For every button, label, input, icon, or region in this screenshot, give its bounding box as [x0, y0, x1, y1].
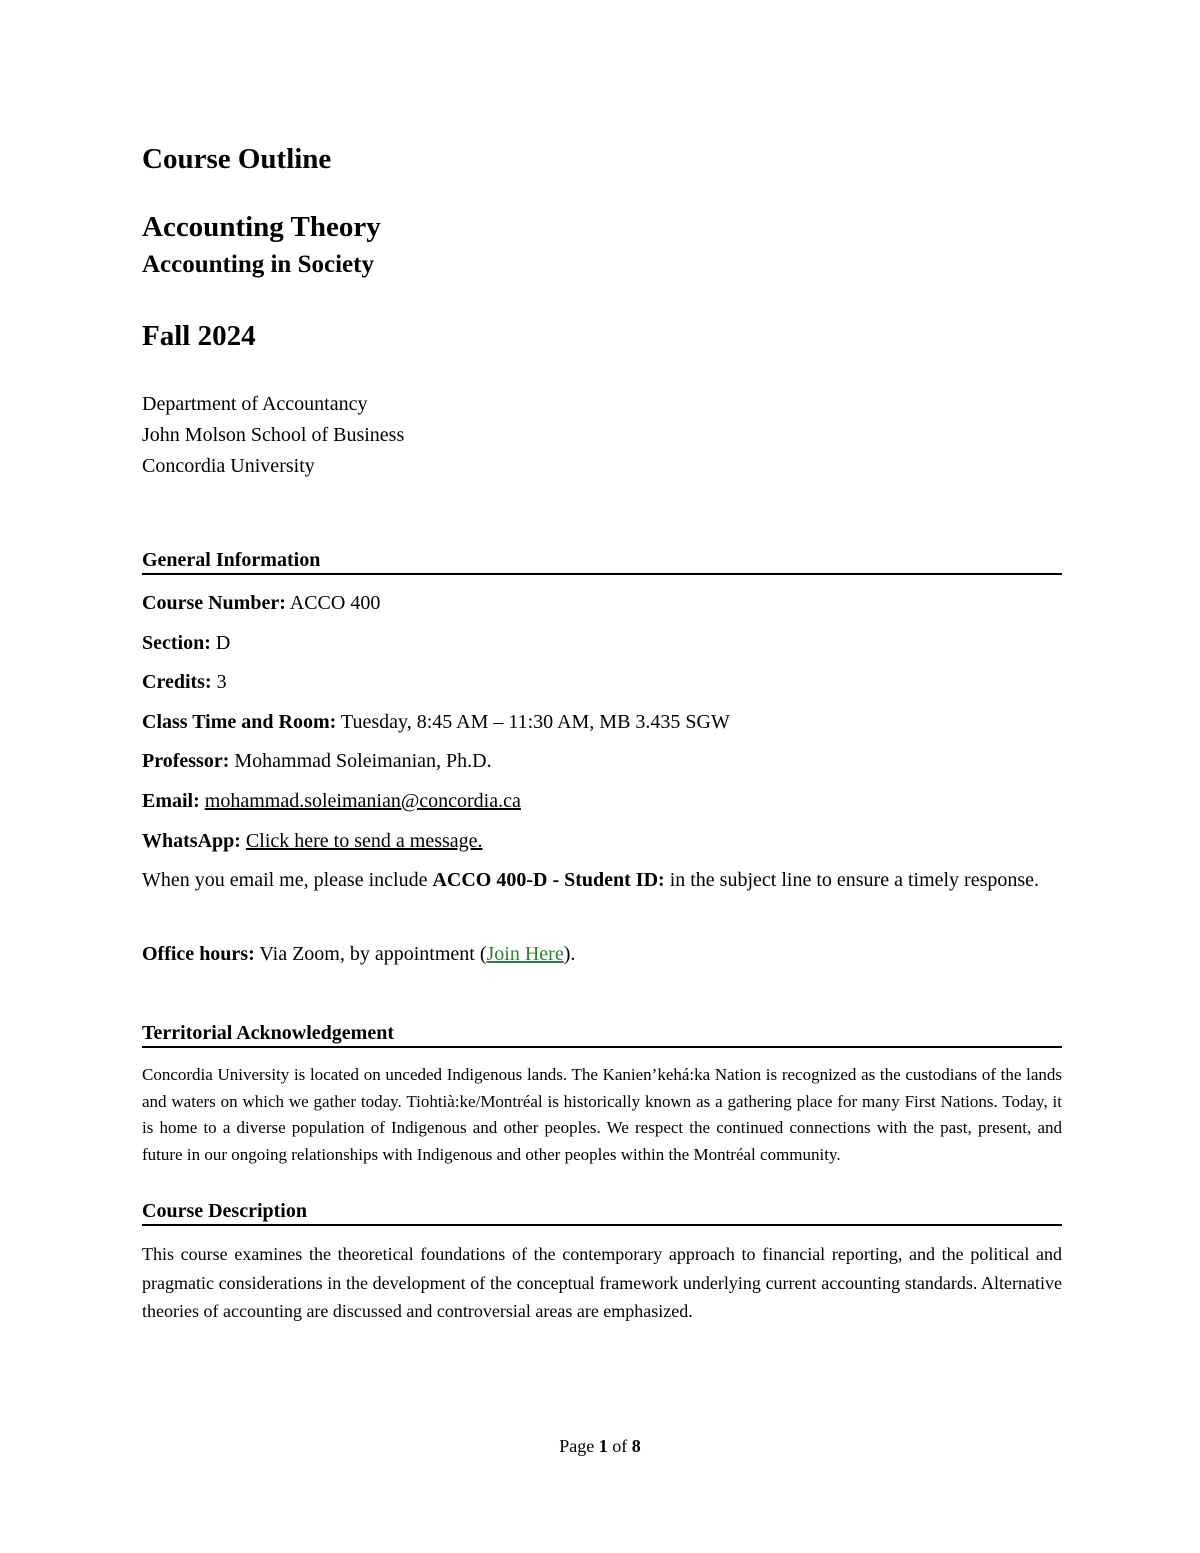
email-instructions-paragraph — [142, 864, 1062, 897]
whatsapp-label: WhatsApp: — [142, 830, 241, 852]
school-line: John Molson School of Business — [142, 424, 405, 446]
territorial-acknowledgement-heading: Territorial Acknowledgement — [142, 1022, 1062, 1048]
section-label: Section: — [142, 632, 211, 654]
course-title: Accounting Theory — [142, 211, 381, 243]
office-hours-label: Office hours: — [142, 943, 255, 965]
of-word: of — [607, 1436, 632, 1456]
professor-label: Professor: — [142, 750, 230, 772]
class-time-value: Tuesday, 8:45 AM – 11:30 AM, MB 3.435 SGW — [336, 711, 730, 733]
office-hours-close: ). — [563, 943, 576, 965]
current-page-number: 1 — [598, 1436, 608, 1456]
email-link[interactable]: mohammad.soleimanian@concordia.ca — [204, 790, 521, 812]
page-footer — [0, 1436, 1200, 1457]
section-row — [142, 632, 230, 655]
department-line: Department of Accountancy — [142, 393, 368, 415]
course-description-heading: Course Description — [142, 1200, 1062, 1226]
page-word: Page — [559, 1436, 599, 1456]
course-number-value: ACCO 400 — [285, 592, 381, 614]
university-line: Concordia University — [142, 455, 315, 477]
course-number-row — [142, 592, 380, 615]
course-number-label: Course Number: — [142, 592, 286, 614]
general-information-heading: General Information — [142, 549, 1062, 575]
whatsapp-link[interactable]: Click here to send a message. — [245, 830, 483, 852]
territorial-acknowledgement-text: Concordia University is located on unceded Indigenous lands. The Kanien’kehá:ka Nation is recognized as the custodians of the lands and waters on which we gather today. Tiohtià:ke/Montréal is historically known as a gathering place for many First Nations. Today, it is home to a diverse population of Indigenous and other peoples. We respect the continued connections with the past, present, and future in our ongoing relationships with Indigenous and other peoples within the Montréal community. — [142, 1065, 1062, 1164]
course-subtitle: Accounting in Society — [142, 251, 374, 278]
email-note-text-end: in the subject line to ensure a timely response. — [664, 869, 1040, 891]
email-row — [142, 790, 521, 813]
total-pages-number: 8 — [631, 1436, 641, 1456]
credits-value: 3 — [211, 671, 227, 693]
course-outline-title: Course Outline — [142, 143, 332, 175]
course-description-text: This course examines the theoretical foundations of the contemporary approach to financial reporting, and the political and pragmatic considerations in the development of the conceptual framework underlying current accounting standards. Alternative theories of accounting are discussed and controversial areas are emphasized. — [142, 1244, 1062, 1321]
professor-value: Mohammad Soleimanian, Ph.D. — [229, 750, 492, 772]
term-title: Fall 2024 — [142, 320, 256, 352]
professor-row — [142, 750, 492, 773]
whatsapp-row — [142, 830, 483, 853]
office-hours-text: Via Zoom, by appointment ( — [254, 943, 487, 965]
class-time-row — [142, 711, 730, 734]
class-time-label: Class Time and Room: — [142, 711, 337, 733]
credits-label: Credits: — [142, 671, 212, 693]
office-hours-row — [142, 943, 575, 966]
credits-row — [142, 671, 227, 694]
join-here-link[interactable]: Join Here — [486, 943, 564, 965]
email-note-text-start: When you email me, please include — [142, 869, 433, 891]
email-label: Email: — [142, 790, 200, 812]
email-subject-format: ACCO 400-D - Student ID: — [432, 869, 665, 891]
section-value: D — [210, 632, 231, 654]
